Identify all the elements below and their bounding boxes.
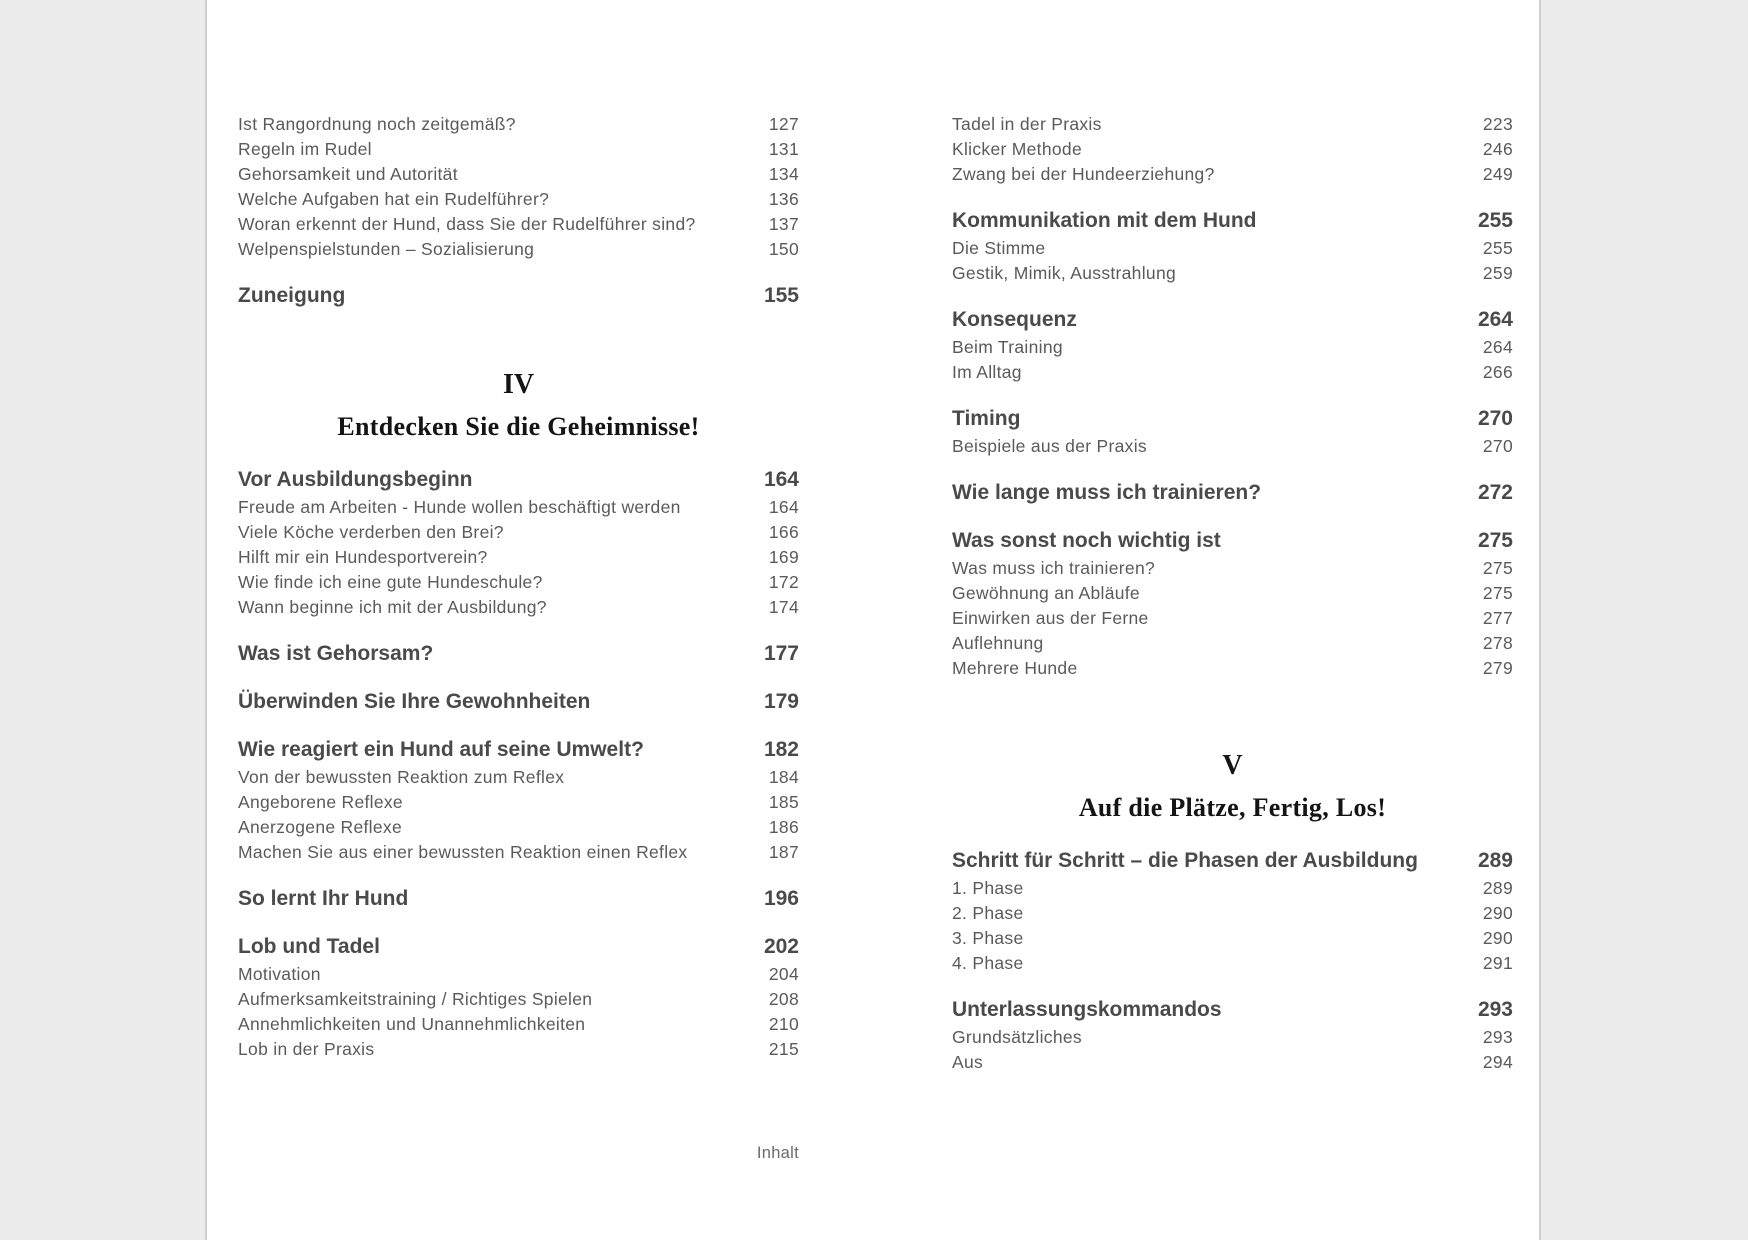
toc-entry-title: Welpenspielstunden – Sozialisierung [238,239,535,259]
toc-entry-page: 186 [768,817,799,837]
toc-heading-page: 275 [1477,529,1513,552]
toc-heading-title: Unterlassungskommandos [952,998,1222,1021]
toc-entry-page: 223 [1482,114,1513,134]
toc-entry[interactable] [952,606,1513,631]
toc-entry[interactable] [952,162,1513,187]
toc-entry-page: 134 [768,164,799,184]
toc-heading-page: 196 [763,887,799,910]
toc-entry-page: 259 [1482,263,1513,283]
toc-entry-title: Einwirken aus der Ferne [952,608,1149,628]
toc-entry-page: 266 [1482,362,1513,382]
toc-heading-page: 293 [1477,998,1513,1021]
toc-entry-title: Tadel in der Praxis [952,114,1102,134]
toc-entry-title: Hilft mir ein Hundesportverein? [238,547,488,567]
toc-entry-page: 290 [1482,928,1513,948]
toc-heading-title: Lob und Tadel [238,935,380,958]
toc-heading-title: Schritt für Schritt – die Phasen der Ausbildung [952,849,1418,872]
toc-heading-page: 255 [1477,209,1513,232]
toc-entry[interactable] [238,962,799,987]
toc-entry[interactable] [238,212,799,237]
toc-entry[interactable] [238,162,799,187]
page-footer-label: Inhalt [756,1144,799,1162]
toc-entry-page: 137 [768,214,799,234]
toc-entry-page: 204 [768,964,799,984]
toc-entry[interactable] [238,137,799,162]
toc-entry-page: 215 [768,1039,799,1059]
toc-entry-title: Aus [952,1052,984,1072]
toc-heading-title: Kommunikation mit dem Hund [952,209,1257,232]
part-number: IV [502,369,535,400]
toc-entry-page: 294 [1482,1052,1513,1072]
toc-entry-title: Gestik, Mimik, Ausstrahlung [952,263,1177,283]
toc-entry-page: 174 [768,597,799,617]
toc-entry[interactable] [952,137,1513,162]
toc-heading-title: Wie reagiert ein Hund auf seine Umwelt? [238,738,644,761]
toc-heading-title: Timing [952,407,1021,430]
toc-heading-lob-und-tadel[interactable] [238,933,799,961]
toc-heading-page: 155 [763,284,799,307]
toc-heading-page: 270 [1477,407,1513,430]
toc-entry-page: 289 [1482,878,1513,898]
part-title: Auf die Plätze, Fertig, Los! [1078,793,1387,822]
toc-entry-title: Machen Sie aus einer bewussten Reaktion einen Reflex [238,842,688,862]
toc-entry-title: Freude am Arbeiten - Hunde wollen beschäftigt werden [238,497,681,517]
toc-entry-page: 184 [768,767,799,787]
toc-entry[interactable] [238,815,799,840]
toc-heading-title: Überwinden Sie Ihre Gewohnheiten [238,690,591,713]
toc-heading-page: 177 [763,642,799,665]
toc-entry-title: Mehrere Hunde [952,658,1078,678]
toc-entry-title: Gehorsamkeit und Autorität [238,164,458,184]
toc-entry-page: 255 [1482,238,1513,258]
toc-heading-timing[interactable] [952,405,1513,433]
toc-heading-kommunikation[interactable] [952,207,1513,235]
toc-heading-konsequenz[interactable] [952,306,1513,334]
part-title: Entdecken Sie die Geheimnisse! [337,412,700,441]
toc-entry[interactable] [952,434,1513,459]
toc-entry-page: 264 [1482,337,1513,357]
toc-entry-title: 2. Phase [952,903,1024,923]
toc-heading-umwelt[interactable] [238,736,799,764]
toc-entry[interactable] [952,926,1513,951]
book-page [205,0,1541,1240]
toc-heading-title: Vor Ausbildungsbeginn [238,468,473,491]
toc-heading-unterlassung[interactable] [952,996,1513,1024]
toc-entry-page: 187 [768,842,799,862]
toc-entry[interactable] [238,545,799,570]
toc-heading-page: 272 [1477,481,1513,504]
toc-entry[interactable] [238,495,799,520]
toc-entry-title: Woran erkennt der Hund, dass Sie der Rudelführer sind? [238,214,696,234]
toc-entry-page: 291 [1482,953,1513,973]
toc-entry-title: Ist Rangordnung noch zeitgemäß? [238,114,516,134]
toc-entry-page: 210 [768,1014,799,1034]
toc-entry-page: 131 [768,139,799,159]
toc-entry-title: Wann beginne ich mit der Ausbildung? [238,597,547,617]
toc-entry-title: Annehmlichkeiten und Unannehmlichkeiten [238,1014,586,1034]
toc-entry[interactable] [952,1050,1513,1075]
part-header-iv [238,368,799,444]
toc-entry[interactable] [238,1012,799,1037]
toc-entry-title: Von der bewussten Reaktion zum Reflex [238,767,565,787]
toc-entry[interactable] [952,112,1513,137]
toc-heading-title: Zuneigung [238,284,346,307]
part-number: V [1222,750,1243,781]
toc-entry-page: 275 [1482,583,1513,603]
toc-entry-page: 208 [768,989,799,1009]
toc-entry-page: 290 [1482,903,1513,923]
toc-entry[interactable] [952,1025,1513,1050]
toc-entry[interactable] [238,987,799,1012]
toc-entry[interactable] [952,631,1513,656]
toc-entry-title: Lob in der Praxis [238,1039,375,1059]
toc-entry[interactable] [238,570,799,595]
toc-entry[interactable] [238,790,799,815]
toc-entry[interactable] [238,595,799,620]
toc-entry-title: Gewöhnung an Abläufe [952,583,1140,603]
toc-entry-page: 249 [1482,164,1513,184]
toc-entry-page: 127 [768,114,799,134]
part-header-v [952,749,1513,825]
toc-entry-title: Viele Köche verderben den Brei? [238,522,504,542]
toc-heading-gehorsam[interactable] [238,640,799,668]
toc-entry-page: 136 [768,189,799,209]
toc-heading-title: Konsequenz [952,308,1077,331]
toc-entry-page: 270 [1482,436,1513,456]
toc-entry[interactable] [952,656,1513,681]
toc-heading-page: 182 [763,738,799,761]
toc-entry[interactable] [952,901,1513,926]
toc-entry[interactable] [238,187,799,212]
toc-heading-page: 179 [763,690,799,713]
toc-entry-title: 1. Phase [952,878,1024,898]
toc-entry[interactable] [952,236,1513,261]
toc-left-column [238,112,799,1062]
toc-entry[interactable] [238,520,799,545]
toc-entry-title: Anerzogene Reflexe [238,817,402,837]
toc-entry-title: Angeborene Reflexe [238,792,403,812]
toc-entry-page: 275 [1482,558,1513,578]
toc-heading-schritt[interactable] [952,847,1513,875]
toc-entry-title: Aufmerksamkeitstraining / Richtiges Spielen [238,989,593,1009]
toc-entry-page: 246 [1482,139,1513,159]
toc-heading-zuneigung[interactable] [238,282,799,310]
toc-heading-wie-lange[interactable] [952,479,1513,507]
toc-entry[interactable] [952,556,1513,581]
toc-entry-title: Motivation [238,964,321,984]
toc-heading-page: 202 [763,935,799,958]
toc-entry-title: 4. Phase [952,953,1024,973]
toc-heading-title: Was sonst noch wichtig ist [952,529,1221,552]
toc-entry-title: Welche Aufgaben hat ein Rudelführer? [238,189,550,209]
toc-entry-title: Wie finde ich eine gute Hundeschule? [238,572,543,592]
toc-entry[interactable] [952,360,1513,385]
toc-heading-page: 289 [1477,849,1513,872]
toc-heading-page: 264 [1477,308,1513,331]
toc-entry-page: 150 [768,239,799,259]
toc-entry-title: Beispiele aus der Praxis [952,436,1147,456]
toc-entry[interactable] [952,876,1513,901]
toc-heading-title: Was ist Gehorsam? [238,642,434,665]
toc-entry[interactable] [952,581,1513,606]
toc-heading-was-sonst[interactable] [952,527,1513,555]
toc-heading-page: 164 [763,468,799,491]
toc-entry[interactable] [238,112,799,137]
toc-entry-page: 172 [768,572,799,592]
toc-entry-page: 279 [1482,658,1513,678]
toc-heading-gewohnheiten[interactable] [238,688,799,716]
toc-entry[interactable] [238,237,799,262]
toc-entry[interactable] [238,840,799,865]
toc-entry[interactable] [238,1037,799,1062]
toc-entry-page: 293 [1482,1027,1513,1047]
toc-entry[interactable] [952,335,1513,360]
toc-entry-title: Klicker Methode [952,139,1082,159]
toc-entry-page: 278 [1482,633,1513,653]
toc-entry[interactable] [952,951,1513,976]
toc-entry-title: Die Stimme [952,238,1046,258]
toc-heading-vor-ausbildungsbeginn[interactable] [238,466,799,494]
toc-heading-so-lernt[interactable] [238,885,799,913]
toc-entry-title: Auflehnung [952,633,1044,653]
toc-entry-title: Regeln im Rudel [238,139,372,159]
toc-entry-page: 166 [768,522,799,542]
toc-right-column [952,112,1513,1075]
toc-entry-title: Grundsätzliches [952,1027,1082,1047]
toc-entry-title: Was muss ich trainieren? [952,558,1156,578]
toc-entry-page: 169 [768,547,799,567]
toc-entry-page: 164 [768,497,799,517]
toc-heading-title: So lernt Ihr Hund [238,887,409,910]
toc-entry-title: 3. Phase [952,928,1024,948]
toc-entry[interactable] [952,261,1513,286]
toc-entry-title: Zwang bei der Hundeerziehung? [952,164,1215,184]
toc-entry-title: Im Alltag [952,362,1022,382]
toc-entry-page: 185 [768,792,799,812]
toc-heading-title: Wie lange muss ich trainieren? [952,481,1262,504]
toc-entry-page: 277 [1482,608,1513,628]
toc-entry[interactable] [238,765,799,790]
toc-entry-title: Beim Training [952,337,1063,357]
